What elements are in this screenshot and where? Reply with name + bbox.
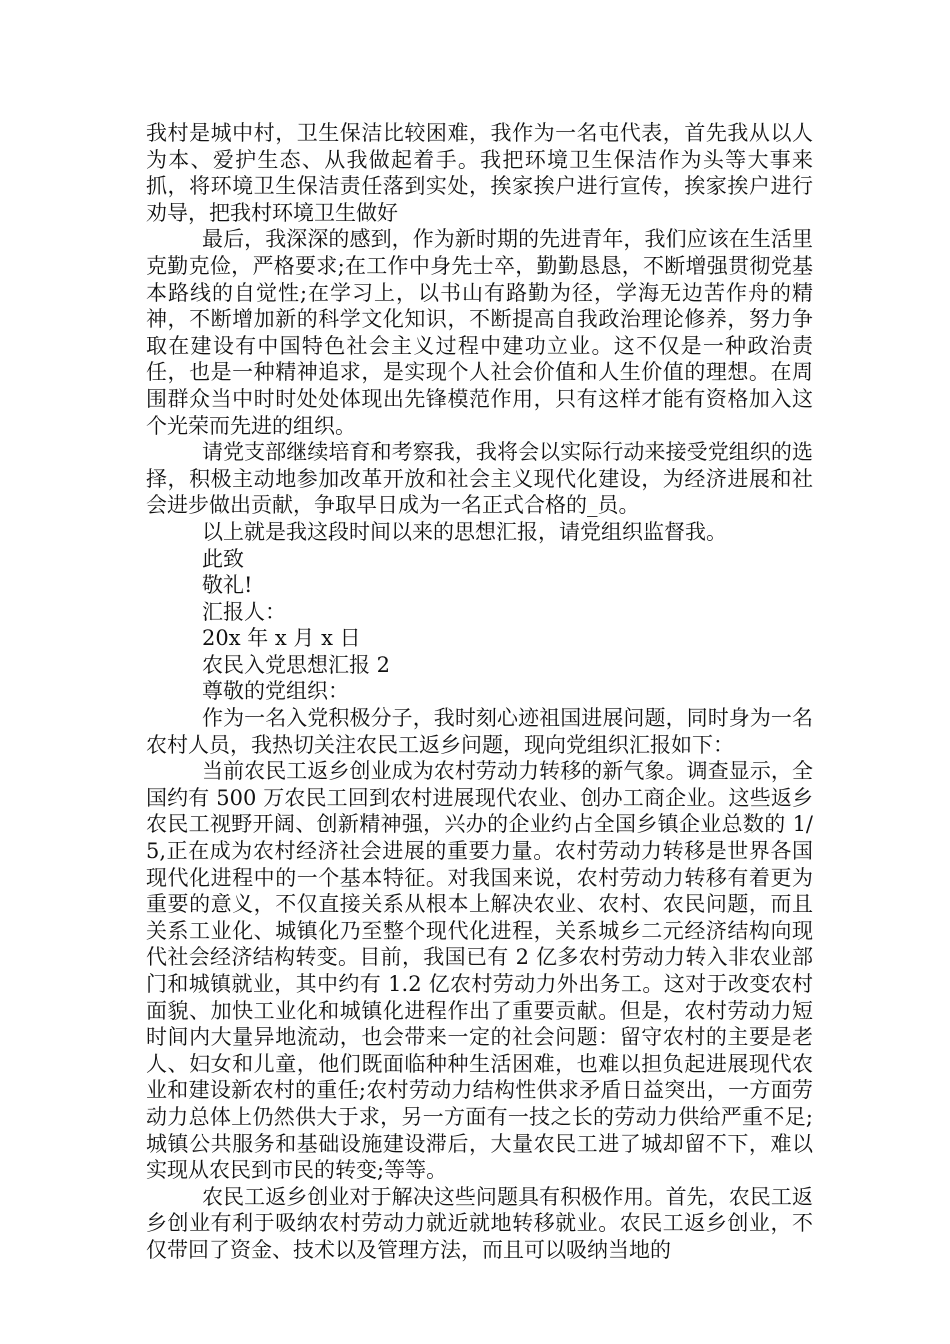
closing-salutation: 此致 [202,546,244,571]
paragraph-benefits: 农民工返乡创业对于解决这些问题具有积极作用。首先，农民工返乡创业有利于吸纳农村劳动力就近就地转移就业。农民工返乡创业，不仅带回了资金、技术以及管理方法，而且可以吸纳当地的 [146,1184,813,1262]
paragraph-intro: 作为一名入党积极分子，我时刻心迹祖国进展问题，同时身为一名农村人员，我热切关注农民工返乡问题，现向党组织汇报如下： [146,706,813,757]
closing-respect: 敬礼! [202,573,253,598]
paragraph-request: 请党支部继续培育和考察我，我将会以实际行动来接受党组织的选择，积极主动地参加改革开放和社会主义现代化建设，为经济进展和社会进步做出贡献，争取早日成为一名正式合格的_员。 [146,440,813,518]
paragraph-summary: 以上就是我这段时间以来的思想汇报，请党组织监督我。 [202,519,727,544]
report-date: 20x 年 x 月 x 日 [202,626,361,651]
section-title: 农民入党思想汇报 2 [202,652,391,677]
paragraph-current-situation: 当前农民工返乡创业成为农村劳动力转移的新气象。调查显示，全国约有 500 万农民工回到农村进展现代农业、创办工商企业。这些返乡农民工视野开阔、创新精神强，兴办的企业约占全国乡镇企业总数的 1/5,正在成为农村经济社会进展的重要力量。农村劳动力转移是世界各国现代化进程中的一个基本特征。对我国来说，农村劳动力转移有着更为重要的意义，不仅直接关系从根本上解决农业、农村、农民问题，而且关系工业化、城镇化乃至整个现代化进程，关系城乡二元经济结构向现代社会经济结构转变。目前，我国已有 2 亿多农村劳动力转入非农业部门和城镇就业，其中约有 1.2 亿农村劳动力外出务工。这对于改变农村面貌、加快工业化和城镇化进程作出了重要贡献。但是，农村劳动力短时间内大量异地流动，也会带来一定的社会问题：留守农村的主要是老人、妇女和儿童，他们既面临种种生活困难，也难以担负起进展现代农业和建设新农村的重任;农村劳动力结构性供求矛盾日益突出，一方面劳动力总体上仍然供大于求，另一方面有一技之长的劳动力供给严重不足;城镇公共服务和基础设施建设滞后，大量农民工进了城却留不下，难以实现从农民到市民的转变;等等。 [146,759,813,1183]
document-body [146,120,813,1264]
paragraph-sanitation: 我村是城中村，卫生保洁比较困难，我作为一名屯代表，首先我从以人为本、爱护生态、从我做起着手。我把环境卫生保洁作为头等大事来抓，将环境卫生保洁责任落到实处，挨家挨户进行宣传，挨家挨户进行劝导，把我村环境卫生做好 [146,121,813,225]
paragraph-finally: 最后，我深深的感到，作为新时期的先进青年，我们应该在生活里克勤克俭，严格要求;在工作中身先士卒，勤勤恳恳，不断增强贯彻党基本路线的自觉性;在学习上，以书山有路勤为径，学海无边苦作舟的精神，不断增加新的科学文化知识，不断提高自我政治理论修养，努力争取在建设有中国特色社会主义过程中建功立业。这不仅是一种政治责任，也是一种精神追求，是实现个人社会价值和人生价值的理想。在周围群众当中时时处处体现出先锋模范作用，只有这样才能有资格加入这个光荣而先进的组织。 [146,227,813,438]
greeting: 尊敬的党组织： [202,679,349,704]
reporter-label: 汇报人： [202,599,286,624]
